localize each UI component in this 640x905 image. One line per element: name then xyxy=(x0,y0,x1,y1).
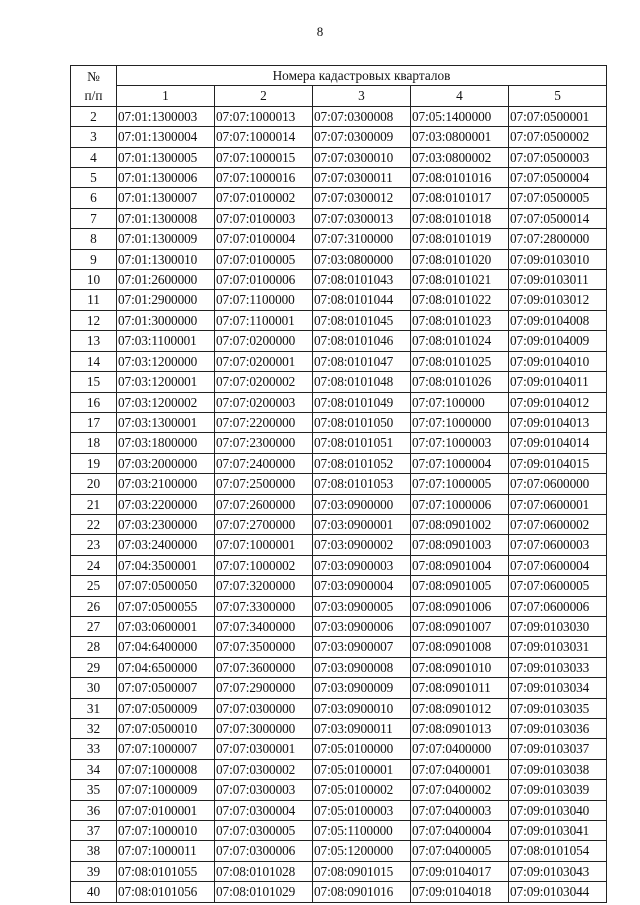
cadastral-number-cell: 07:07:0300011 xyxy=(313,168,411,188)
cadastral-number-cell: 07:07:2900000 xyxy=(215,678,313,698)
row-number-cell: 11 xyxy=(71,290,117,310)
table-row xyxy=(71,249,607,269)
cadastral-number-cell: 07:05:0100002 xyxy=(313,780,411,800)
cadastral-number-cell: 07:01:1300010 xyxy=(117,249,215,269)
row-number-cell: 10 xyxy=(71,270,117,290)
header-row-columns xyxy=(71,86,607,106)
cadastral-number-cell: 07:07:0100004 xyxy=(215,229,313,249)
table-row xyxy=(71,759,607,779)
cadastral-number-cell: 07:07:1000011 xyxy=(117,841,215,861)
table-row xyxy=(71,637,607,657)
cadastral-number-cell: 07:01:1300008 xyxy=(117,208,215,228)
cadastral-number-cell: 07:08:0101025 xyxy=(411,351,509,371)
cadastral-quarters-table xyxy=(70,65,607,903)
cadastral-number-cell: 07:07:0500004 xyxy=(509,168,607,188)
table-row xyxy=(71,127,607,147)
row-number-cell: 2 xyxy=(71,106,117,126)
cadastral-number-cell: 07:03:0600001 xyxy=(117,616,215,636)
table-row xyxy=(71,719,607,739)
cadastral-number-cell: 07:09:0103040 xyxy=(509,800,607,820)
row-number-cell: 16 xyxy=(71,392,117,412)
table-row xyxy=(71,188,607,208)
cadastral-number-cell: 07:07:0100001 xyxy=(117,800,215,820)
cadastral-number-cell: 07:07:0600006 xyxy=(509,596,607,616)
cadastral-number-cell: 07:08:0901015 xyxy=(313,861,411,881)
cadastral-number-cell: 07:05:1100000 xyxy=(313,821,411,841)
header-number-symbol: № xyxy=(87,68,100,84)
row-number-cell: 9 xyxy=(71,249,117,269)
row-number-cell: 14 xyxy=(71,351,117,371)
cadastral-number-cell: 07:07:1100000 xyxy=(215,290,313,310)
table-row xyxy=(71,106,607,126)
cadastral-number-cell: 07:07:3600000 xyxy=(215,657,313,677)
cadastral-number-cell: 07:03:0900008 xyxy=(313,657,411,677)
cadastral-number-cell: 07:07:1000015 xyxy=(215,147,313,167)
cadastral-number-cell: 07:07:0300009 xyxy=(313,127,411,147)
cadastral-number-cell: 07:07:0600002 xyxy=(509,514,607,534)
cadastral-number-cell: 07:07:0400003 xyxy=(411,800,509,820)
cadastral-number-cell: 07:07:2800000 xyxy=(509,229,607,249)
row-number-cell: 3 xyxy=(71,127,117,147)
cadastral-number-cell: 07:09:0104012 xyxy=(509,392,607,412)
row-number-cell: 8 xyxy=(71,229,117,249)
cadastral-number-cell: 07:09:0104015 xyxy=(509,453,607,473)
table-row xyxy=(71,208,607,228)
table-row xyxy=(71,290,607,310)
cadastral-number-cell: 07:07:2700000 xyxy=(215,514,313,534)
cadastral-number-cell: 07:07:0200002 xyxy=(215,372,313,392)
table-row xyxy=(71,698,607,718)
cadastral-number-cell: 07:08:0901016 xyxy=(313,882,411,902)
cadastral-number-cell: 07:03:0900000 xyxy=(313,494,411,514)
cadastral-number-cell: 07:08:0901005 xyxy=(411,576,509,596)
row-number-cell: 13 xyxy=(71,331,117,351)
cadastral-number-cell: 07:05:0100000 xyxy=(313,739,411,759)
cadastral-number-cell: 07:07:100000 xyxy=(411,392,509,412)
cadastral-number-cell: 07:07:1000001 xyxy=(215,535,313,555)
cadastral-number-cell: 07:08:0901012 xyxy=(411,698,509,718)
cadastral-number-cell: 07:07:1000013 xyxy=(215,106,313,126)
cadastral-number-cell: 07:08:0101043 xyxy=(313,270,411,290)
table-row xyxy=(71,412,607,432)
cadastral-number-cell: 07:07:3200000 xyxy=(215,576,313,596)
row-number-cell: 20 xyxy=(71,474,117,494)
cadastral-number-cell: 07:07:3300000 xyxy=(215,596,313,616)
cadastral-number-cell: 07:07:2400000 xyxy=(215,453,313,473)
cadastral-number-cell: 07:08:0901003 xyxy=(411,535,509,555)
row-number-cell: 5 xyxy=(71,168,117,188)
cadastral-number-cell: 07:08:0101044 xyxy=(313,290,411,310)
row-number-cell: 21 xyxy=(71,494,117,514)
cadastral-number-cell: 07:09:0103035 xyxy=(509,698,607,718)
cadastral-number-cell: 07:08:0101018 xyxy=(411,208,509,228)
cadastral-number-cell: 07:08:0101050 xyxy=(313,412,411,432)
row-number-cell: 19 xyxy=(71,453,117,473)
cadastral-number-cell: 07:09:0104017 xyxy=(411,861,509,881)
table-row xyxy=(71,616,607,636)
table-row xyxy=(71,882,607,902)
cadastral-number-cell: 07:03:0900006 xyxy=(313,616,411,636)
cadastral-number-cell: 07:07:1000003 xyxy=(411,433,509,453)
cadastral-number-cell: 07:03:1800000 xyxy=(117,433,215,453)
cadastral-number-cell: 07:03:0900005 xyxy=(313,596,411,616)
table-row xyxy=(71,229,607,249)
row-number-cell: 30 xyxy=(71,678,117,698)
cadastral-number-cell: 07:03:2400000 xyxy=(117,535,215,555)
cadastral-number-cell: 07:08:0101016 xyxy=(411,168,509,188)
table-row xyxy=(71,392,607,412)
cadastral-number-cell: 07:03:1300001 xyxy=(117,412,215,432)
cadastral-number-cell: 07:01:1300009 xyxy=(117,229,215,249)
row-number-cell: 18 xyxy=(71,433,117,453)
column-number: 3 xyxy=(313,86,411,106)
table-row xyxy=(71,514,607,534)
cadastral-number-cell: 07:08:0101047 xyxy=(313,351,411,371)
cadastral-number-cell: 07:03:0900003 xyxy=(313,555,411,575)
column-number: 1 xyxy=(117,86,215,106)
row-number-cell: 15 xyxy=(71,372,117,392)
cadastral-number-cell: 07:08:0101054 xyxy=(509,841,607,861)
cadastral-number-cell: 07:03:1200001 xyxy=(117,372,215,392)
row-number-cell: 17 xyxy=(71,412,117,432)
cadastral-number-cell: 07:09:0103010 xyxy=(509,249,607,269)
row-number-cell: 35 xyxy=(71,780,117,800)
cadastral-number-cell: 07:07:0100003 xyxy=(215,208,313,228)
cadastral-number-cell: 07:07:2500000 xyxy=(215,474,313,494)
cadastral-number-cell: 07:08:0101052 xyxy=(313,453,411,473)
cadastral-number-cell: 07:07:1000007 xyxy=(117,739,215,759)
cadastral-number-cell: 07:08:0901004 xyxy=(411,555,509,575)
table-body xyxy=(71,106,607,902)
table-row xyxy=(71,310,607,330)
cadastral-number-cell: 07:09:0104009 xyxy=(509,331,607,351)
row-number-cell: 6 xyxy=(71,188,117,208)
cadastral-number-cell: 07:08:0101051 xyxy=(313,433,411,453)
cadastral-number-cell: 07:05:1400000 xyxy=(411,106,509,126)
row-number-cell: 26 xyxy=(71,596,117,616)
cadastral-number-cell: 07:08:0101045 xyxy=(313,310,411,330)
cadastral-number-cell: 07:07:0300000 xyxy=(215,698,313,718)
cadastral-number-cell: 07:04:6400000 xyxy=(117,637,215,657)
cadastral-number-cell: 07:07:0100002 xyxy=(215,188,313,208)
cadastral-number-cell: 07:08:0901007 xyxy=(411,616,509,636)
cadastral-number-cell: 07:08:0101022 xyxy=(411,290,509,310)
cadastral-number-cell: 07:07:0600003 xyxy=(509,535,607,555)
cadastral-number-cell: 07:07:3000000 xyxy=(215,719,313,739)
cadastral-number-cell: 07:07:3400000 xyxy=(215,616,313,636)
cadastral-number-cell: 07:07:1000006 xyxy=(411,494,509,514)
cadastral-number-cell: 07:01:1300007 xyxy=(117,188,215,208)
cadastral-number-cell: 07:07:1000005 xyxy=(411,474,509,494)
cadastral-number-cell: 07:07:0400002 xyxy=(411,780,509,800)
cadastral-number-cell: 07:07:0300005 xyxy=(215,821,313,841)
cadastral-number-cell: 07:09:0103039 xyxy=(509,780,607,800)
cadastral-number-cell: 07:07:1000002 xyxy=(215,555,313,575)
cadastral-number-cell: 07:07:0400004 xyxy=(411,821,509,841)
table-row xyxy=(71,331,607,351)
cadastral-number-cell: 07:04:3500001 xyxy=(117,555,215,575)
cadastral-number-cell: 07:08:0101055 xyxy=(117,861,215,881)
column-number: 5 xyxy=(509,86,607,106)
cadastral-number-cell: 07:08:0101020 xyxy=(411,249,509,269)
cadastral-number-cell: 07:07:1000014 xyxy=(215,127,313,147)
row-number-cell: 29 xyxy=(71,657,117,677)
cadastral-number-cell: 07:07:0300010 xyxy=(313,147,411,167)
cadastral-number-cell: 07:08:0101053 xyxy=(313,474,411,494)
cadastral-number-cell: 07:07:0600000 xyxy=(509,474,607,494)
cadastral-number-cell: 07:03:0800002 xyxy=(411,147,509,167)
cadastral-number-cell: 07:08:0101024 xyxy=(411,331,509,351)
cadastral-number-cell: 07:09:0104014 xyxy=(509,433,607,453)
row-number-cell: 22 xyxy=(71,514,117,534)
row-number-cell: 25 xyxy=(71,576,117,596)
cadastral-number-cell: 07:09:0104013 xyxy=(509,412,607,432)
table-row xyxy=(71,168,607,188)
cadastral-number-cell: 07:07:0600005 xyxy=(509,576,607,596)
row-number-cell: 23 xyxy=(71,535,117,555)
cadastral-number-cell: 07:08:0101048 xyxy=(313,372,411,392)
table-row xyxy=(71,780,607,800)
table-row xyxy=(71,800,607,820)
row-number-cell: 27 xyxy=(71,616,117,636)
cadastral-number-cell: 07:01:1300004 xyxy=(117,127,215,147)
cadastral-number-cell: 07:07:0400000 xyxy=(411,739,509,759)
table-header xyxy=(71,66,607,107)
cadastral-number-cell: 07:08:0101049 xyxy=(313,392,411,412)
table-row xyxy=(71,494,607,514)
cadastral-number-cell: 07:07:0500050 xyxy=(117,576,215,596)
table-row xyxy=(71,739,607,759)
cadastral-number-cell: 07:09:0103037 xyxy=(509,739,607,759)
table-row xyxy=(71,147,607,167)
row-number-cell: 34 xyxy=(71,759,117,779)
cadastral-number-cell: 07:03:0900007 xyxy=(313,637,411,657)
cadastral-number-cell: 07:05:1200000 xyxy=(313,841,411,861)
cadastral-number-cell: 07:01:1300006 xyxy=(117,168,215,188)
row-number-cell: 40 xyxy=(71,882,117,902)
cadastral-number-cell: 07:03:0900004 xyxy=(313,576,411,596)
cadastral-number-cell: 07:07:0300013 xyxy=(313,208,411,228)
row-number-cell: 7 xyxy=(71,208,117,228)
cadastral-number-cell: 07:07:0200000 xyxy=(215,331,313,351)
column-number: 2 xyxy=(215,86,313,106)
cadastral-number-cell: 07:08:0101019 xyxy=(411,229,509,249)
cadastral-number-cell: 07:05:0100001 xyxy=(313,759,411,779)
cadastral-number-cell: 07:07:0500014 xyxy=(509,208,607,228)
row-number-cell: 39 xyxy=(71,861,117,881)
cadastral-number-cell: 07:09:0103034 xyxy=(509,678,607,698)
cadastral-number-cell: 07:08:0101026 xyxy=(411,372,509,392)
cadastral-number-cell: 07:07:1000009 xyxy=(117,780,215,800)
cadastral-number-cell: 07:07:0300002 xyxy=(215,759,313,779)
cadastral-number-cell: 07:07:0100005 xyxy=(215,249,313,269)
row-number-cell: 31 xyxy=(71,698,117,718)
cadastral-number-cell: 07:01:3000000 xyxy=(117,310,215,330)
row-number-cell: 4 xyxy=(71,147,117,167)
cadastral-number-cell: 07:07:1000000 xyxy=(411,412,509,432)
table-row xyxy=(71,372,607,392)
cadastral-number-cell: 07:09:0103044 xyxy=(509,882,607,902)
cadastral-number-cell: 07:07:0300006 xyxy=(215,841,313,861)
cadastral-number-cell: 07:07:2200000 xyxy=(215,412,313,432)
cadastral-number-cell: 07:07:1000004 xyxy=(411,453,509,473)
cadastral-number-cell: 07:03:0900009 xyxy=(313,678,411,698)
cadastral-number-cell: 07:03:0900011 xyxy=(313,719,411,739)
table-row xyxy=(71,433,607,453)
cadastral-number-cell: 07:09:0104008 xyxy=(509,310,607,330)
header-row-title xyxy=(71,66,607,86)
table-row xyxy=(71,351,607,371)
cadastral-number-cell: 07:03:1100001 xyxy=(117,331,215,351)
cadastral-number-cell: 07:07:0100006 xyxy=(215,270,313,290)
cadastral-number-cell: 07:07:0500001 xyxy=(509,106,607,126)
cadastral-number-cell: 07:03:2100000 xyxy=(117,474,215,494)
cadastral-number-cell: 07:08:0101046 xyxy=(313,331,411,351)
table-row xyxy=(71,535,607,555)
row-number-cell: 12 xyxy=(71,310,117,330)
cadastral-number-cell: 07:09:0104010 xyxy=(509,351,607,371)
row-number-cell: 32 xyxy=(71,719,117,739)
cadastral-number-cell: 07:09:0103043 xyxy=(509,861,607,881)
cadastral-number-cell: 07:07:0200003 xyxy=(215,392,313,412)
cadastral-number-cell: 07:07:2300000 xyxy=(215,433,313,453)
cadastral-number-cell: 07:03:0900001 xyxy=(313,514,411,534)
cadastral-number-cell: 07:03:1200002 xyxy=(117,392,215,412)
cadastral-number-cell: 07:07:0500005 xyxy=(509,188,607,208)
cadastral-number-cell: 07:07:0500010 xyxy=(117,719,215,739)
row-number-cell: 38 xyxy=(71,841,117,861)
cadastral-number-cell: 07:08:0901008 xyxy=(411,637,509,657)
cadastral-number-cell: 07:08:0901002 xyxy=(411,514,509,534)
cadastral-number-cell: 07:03:0800000 xyxy=(313,249,411,269)
cadastral-number-cell: 07:07:1000010 xyxy=(117,821,215,841)
header-number-cell xyxy=(71,66,117,107)
row-number-cell: 24 xyxy=(71,555,117,575)
cadastral-number-cell: 07:09:0103033 xyxy=(509,657,607,677)
cadastral-number-cell: 07:07:0600004 xyxy=(509,555,607,575)
cadastral-number-cell: 07:08:0101028 xyxy=(215,861,313,881)
cadastral-number-cell: 07:01:2600000 xyxy=(117,270,215,290)
row-number-cell: 37 xyxy=(71,821,117,841)
cadastral-number-cell: 07:08:0101029 xyxy=(215,882,313,902)
cadastral-number-cell: 07:08:0101023 xyxy=(411,310,509,330)
cadastral-number-cell: 07:09:0103030 xyxy=(509,616,607,636)
page-number: 8 xyxy=(316,24,324,39)
header-number-abbrev: п/п xyxy=(84,87,103,103)
cadastral-number-cell: 07:07:3500000 xyxy=(215,637,313,657)
cadastral-number-cell: 07:03:2300000 xyxy=(117,514,215,534)
cadastral-number-cell: 07:08:0101017 xyxy=(411,188,509,208)
cadastral-number-cell: 07:07:0400001 xyxy=(411,759,509,779)
table-row xyxy=(71,596,607,616)
cadastral-number-cell: 07:07:1000016 xyxy=(215,168,313,188)
cadastral-number-cell: 07:07:0200001 xyxy=(215,351,313,371)
cadastral-number-cell: 07:03:0800001 xyxy=(411,127,509,147)
cadastral-number-cell: 07:07:0500009 xyxy=(117,698,215,718)
cadastral-number-cell: 07:07:0300003 xyxy=(215,780,313,800)
cadastral-number-cell: 07:07:0300012 xyxy=(313,188,411,208)
cadastral-number-cell: 07:09:0103036 xyxy=(509,719,607,739)
table-row xyxy=(71,821,607,841)
cadastral-number-cell: 07:03:0900010 xyxy=(313,698,411,718)
table-row xyxy=(71,576,607,596)
cadastral-number-cell: 07:07:0500055 xyxy=(117,596,215,616)
cadastral-number-cell: 07:09:0103038 xyxy=(509,759,607,779)
cadastral-number-cell: 07:08:0901013 xyxy=(411,719,509,739)
cadastral-number-cell: 07:07:0400005 xyxy=(411,841,509,861)
cadastral-number-cell: 07:08:0901006 xyxy=(411,596,509,616)
table-row xyxy=(71,555,607,575)
table-row xyxy=(71,270,607,290)
header-title: Номера кадастровых кварталов xyxy=(117,66,607,86)
cadastral-number-cell: 07:07:0500003 xyxy=(509,147,607,167)
cadastral-number-cell: 07:07:0500002 xyxy=(509,127,607,147)
cadastral-number-cell: 07:09:0103031 xyxy=(509,637,607,657)
cadastral-number-cell: 07:01:1300003 xyxy=(117,106,215,126)
cadastral-number-cell: 07:07:1000008 xyxy=(117,759,215,779)
cadastral-number-cell: 07:09:0103012 xyxy=(509,290,607,310)
table-row xyxy=(71,657,607,677)
cadastral-number-cell: 07:04:6500000 xyxy=(117,657,215,677)
column-number: 4 xyxy=(411,86,509,106)
cadastral-number-cell: 07:05:0100003 xyxy=(313,800,411,820)
row-number-cell: 33 xyxy=(71,739,117,759)
cadastral-number-cell: 07:01:1300005 xyxy=(117,147,215,167)
table-row xyxy=(71,678,607,698)
cadastral-number-cell: 07:08:0101056 xyxy=(117,882,215,902)
cadastral-number-cell: 07:07:3100000 xyxy=(313,229,411,249)
row-number-cell: 36 xyxy=(71,800,117,820)
cadastral-number-cell: 07:07:0300001 xyxy=(215,739,313,759)
cadastral-number-cell: 07:08:0101021 xyxy=(411,270,509,290)
cadastral-number-cell: 07:07:0500007 xyxy=(117,678,215,698)
cadastral-number-cell: 07:07:0300008 xyxy=(313,106,411,126)
table-row xyxy=(71,841,607,861)
table-row xyxy=(71,474,607,494)
row-number-cell: 28 xyxy=(71,637,117,657)
cadastral-number-cell: 07:08:0901010 xyxy=(411,657,509,677)
cadastral-number-cell: 07:09:0103041 xyxy=(509,821,607,841)
cadastral-number-cell: 07:09:0103011 xyxy=(509,270,607,290)
cadastral-number-cell: 07:07:0600001 xyxy=(509,494,607,514)
cadastral-number-cell: 07:07:0300004 xyxy=(215,800,313,820)
cadastral-number-cell: 07:07:2600000 xyxy=(215,494,313,514)
cadastral-number-cell: 07:07:1100001 xyxy=(215,310,313,330)
cadastral-number-cell: 07:03:1200000 xyxy=(117,351,215,371)
cadastral-number-cell: 07:03:0900002 xyxy=(313,535,411,555)
cadastral-number-cell: 07:08:0901011 xyxy=(411,678,509,698)
cadastral-number-cell: 07:09:0104011 xyxy=(509,372,607,392)
cadastral-number-cell: 07:03:2000000 xyxy=(117,453,215,473)
table-row xyxy=(71,453,607,473)
table-row xyxy=(71,861,607,881)
cadastral-number-cell: 07:01:2900000 xyxy=(117,290,215,310)
cadastral-number-cell: 07:09:0104018 xyxy=(411,882,509,902)
cadastral-number-cell: 07:03:2200000 xyxy=(117,494,215,514)
